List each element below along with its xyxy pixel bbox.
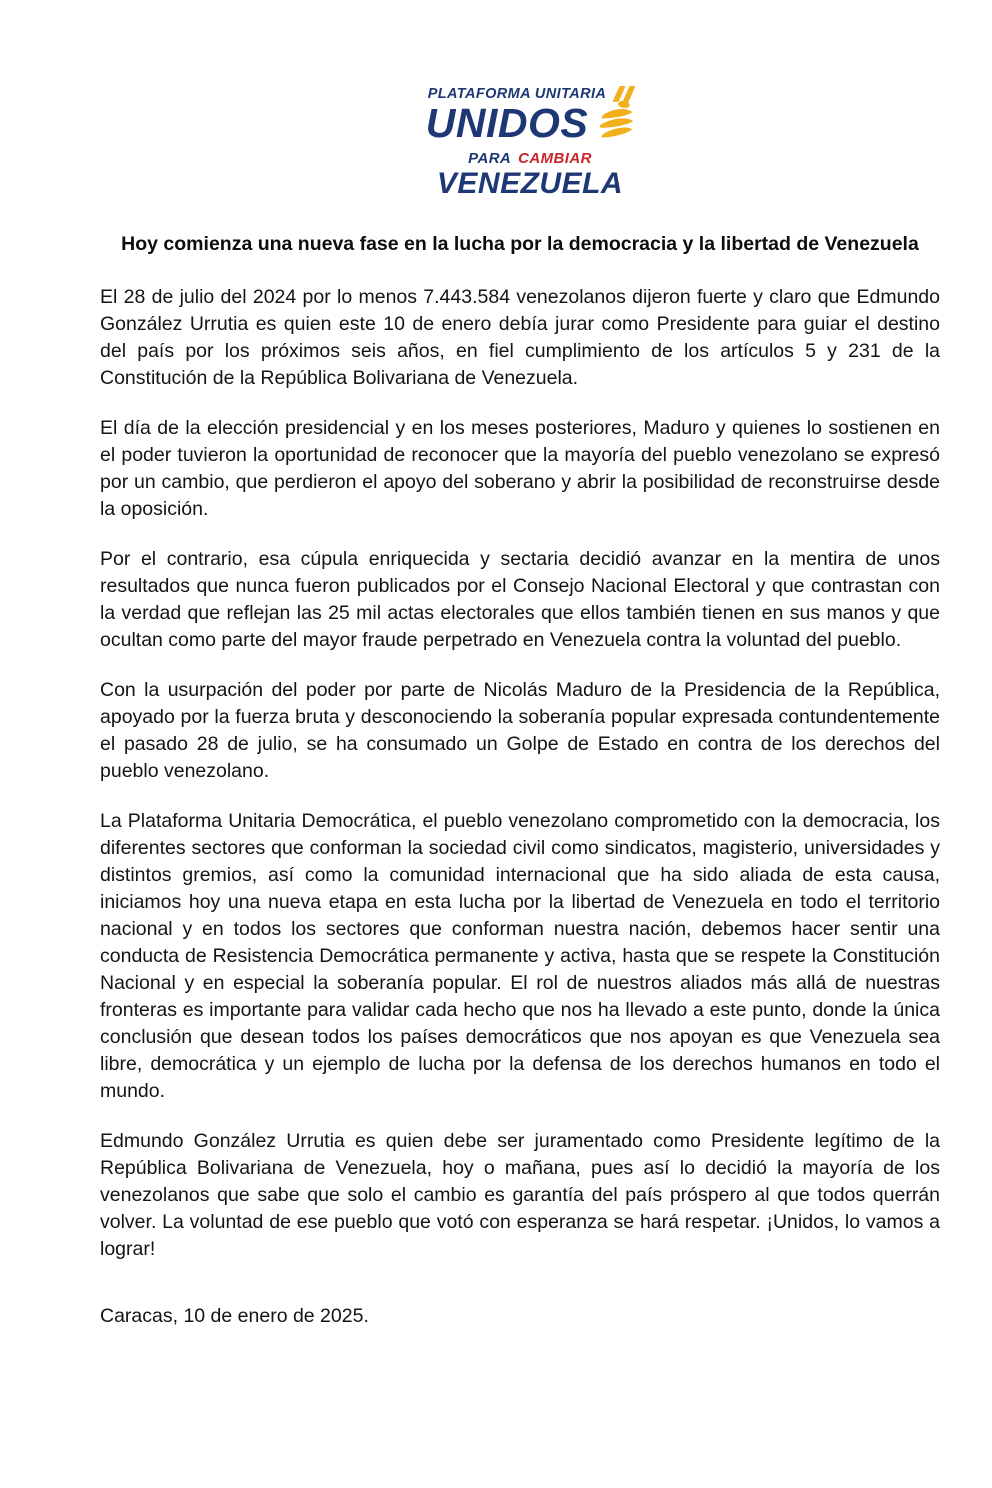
dateline: Caracas, 10 de enero de 2025. bbox=[100, 1304, 369, 1327]
logo-main-row bbox=[425, 100, 634, 147]
paragraph-2: El día de la elección presidencial y en los meses posteriores, Maduro y quienes lo sostienen en el poder tuvieron la oportunidad de reconocer que la mayoría del pueblo venezolano se expresó por un cambio, que perdieron el apoyo del soberano y abrir la posibilidad de reconstruirse desde la oposición. bbox=[100, 416, 940, 520]
paragraph-4: Con la usurpación del poder por parte de Nicolás Maduro de la Presidencia de la República, apoyado por la fuerza bruta y desconociendo la soberanía popular expresada contundentemente el pasado 28 de julio, se ha consumado un Golpe de Estado en contra de los derechos del pueblo venezolano. bbox=[100, 678, 940, 782]
logo-para-cambiar-line bbox=[468, 150, 592, 167]
logo-para-text: PARA bbox=[468, 150, 512, 167]
waving-hand-icon bbox=[594, 99, 634, 147]
paragraph-6: Edmundo González Urrutia es quien debe ser juramentado como Presidente legítimo de la República Bolivariana de Venezuela, hoy o mañana, pues así lo decidió la mayoría de los venezolanos que sabe que solo el cambio es garantía del país próspero al que todos querrán volver. La voluntad de ese pueblo que votó con esperanza se hará respetar. ¡Unidos, lo vamos a lograr! bbox=[100, 1129, 940, 1260]
paragraph-1: El 28 de julio del 2024 por lo menos 7.443.584 venezolanos dijeron fuerte y claro que Edmundo González Urrutia es quien este 10 de enero debía jurar como Presidente para guiar el destino del país por los próximos seis años, en fiel cumplimiento de los artículos 5 y 231 de la Constitución de la República Bolivariana de Venezuela. bbox=[100, 285, 940, 389]
logo-cambiar-text: CAMBIAR bbox=[518, 150, 592, 167]
document-title: Hoy comienza una nueva fase en la lucha por la democracia y la libertad de Venezuela bbox=[121, 232, 919, 255]
double-slash-icon bbox=[612, 86, 632, 102]
paragraph-5: La Plataforma Unitaria Democrática, el pueblo venezolano comprometido con la democracia, los diferentes sectores que conforman la sociedad civil como sindicatos, magisterio, universidades y distintos gremios, así como la comunidad internacional que ha sido aliada de esta causa, iniciamos hoy una nueva etapa en esta lucha por la libertad de Venezuela en todo el territorio nacional y en todos los sectores que conforman nuestra nación, debemos hacer sentir una conducta de Resistencia Democrática permanente y activa, hasta que se respete la Constitución Nacional y en especial la soberanía popular. El rol de nuestros aliados más allá de nuestras fronteras es importante para validar cada hecho que nos ha llevado a este punto, donde la única conclusión que desean todos los países democráticos que nos apoyan es que Venezuela sea libre, democrática y un ejemplo de lucha por la defensa de los derechos humanos en todo el mundo. bbox=[100, 809, 940, 1102]
logo-venezuela-text: VENEZUELA bbox=[436, 167, 624, 200]
paragraph-3: Por el contrario, esa cúpula enriquecida y sectaria decidió avanzar en la mentira de unos resultados que nunca fueron publicados por el Consejo Nacional Electoral y que contrastan con la verdad que reflejan las 25 mil actas electorales que ellos también tienen en sus manos y que ocultan como parte del mayor fraude perpetrado en Venezuela contra la voluntad del pueblo. bbox=[100, 547, 940, 651]
party-logo bbox=[34, 0, 992, 200]
document-body bbox=[100, 284, 940, 1263]
logo-plataforma-unitaria-text: PLATAFORMA UNITARIA bbox=[427, 86, 607, 102]
logo-unidos-text: UNIDOS bbox=[425, 100, 589, 146]
